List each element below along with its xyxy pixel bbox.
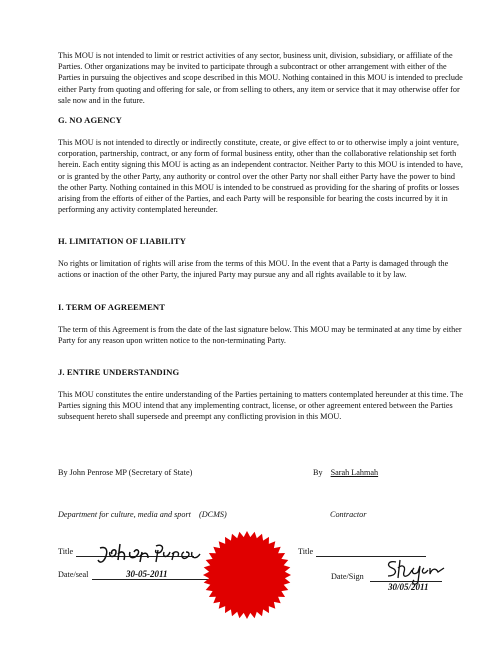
right-signatory-role: Contractor [330,510,367,519]
left-org-name: Department for culture, media and sport [58,510,191,519]
left-signatory-org [58,510,227,519]
left-date-value: 30-05-2011 [126,569,168,579]
left-title-label: Title [58,547,74,556]
section-h-text: No rights or limitation of rights will arise from the terms of this MOU. In the event that a Party is damaged through the actions or inaction of the other Party, the injured Party may pursue any and all rights available to it by law. [58,259,449,280]
right-title-label: Title [298,547,314,556]
intro-paragraph: This MOU is not intended to limit or restrict activities of any sector, business unit, division, subsidiary, or affiliate of the Parties. Other organizations may be invited to participate through a subcontract or other arrangement with either of the Parties in pursuing the objectives and scope described in this MOU. Nothing contained in this MOU is intended to preclude either Party from quoting and offering for sale, or from selling to others, any item or service that it may otherwise offer for sale now and in the future. [58,51,463,105]
section-g-text: This MOU is not intended to directly or indirectly constitute, create, or give effect to or to otherwise imply a joint venture, corporation, partnership, contract, or any form of formal business entity, other than the collaborative relationship set forth herein. Each entity signing this MOU is acting as an independent contractor. Neither Party to this MOU is intended to have, or is granted by the other Party, any authority or control over the other Party nor shall either Party have the power to bind the other Party. Nothing contained in this MOU is intended to be construed as providing for the sharing of profits or losses arising from the efforts of either of the Parties, and each Party will be responsible for bearing the costs incurred by it in performing any activity contemplated hereunder. [58,138,463,215]
section-j-text: This MOU constitutes the entire understanding of the Parties pertaining to matters contemplated hereunder at this time. The Parties signing this MOU intend that any implementing contract, license, or other agreement entered between the Parties subsequent hereto shall supersede and preempt any conflicting provision in this MOU. [58,390,464,422]
section-i-heading: I. TERM OF AGREEMENT [58,302,166,312]
right-signatory-by [313,468,378,477]
section-i-text: The term of this Agreement is from the date of the last signature below. This MOU may be terminated at any time by either Party for any reason upon written notice to the non-terminating Party. [58,325,462,346]
section-g-heading: G. NO AGENCY [58,115,122,125]
right-by-name: Sarah Lahmah [330,468,379,477]
right-handwritten-signature [384,556,454,586]
right-date-value: 30/05/2011 [388,582,429,592]
left-handwritten-signature [94,540,204,570]
right-date-label: Date/Sign [331,572,364,581]
section-h-heading: H. LIMITATION OF LIABILITY [58,236,187,246]
right-by-label: By [313,468,323,477]
red-seal [202,530,292,620]
left-org-abbr: (DCMS) [199,510,227,519]
left-date-label: Date/seal [58,570,89,579]
section-j-heading: J. ENTIRE UNDERSTANDING [58,367,180,377]
left-signatory-by: By John Penrose MP (Secretary of State) [58,468,193,477]
